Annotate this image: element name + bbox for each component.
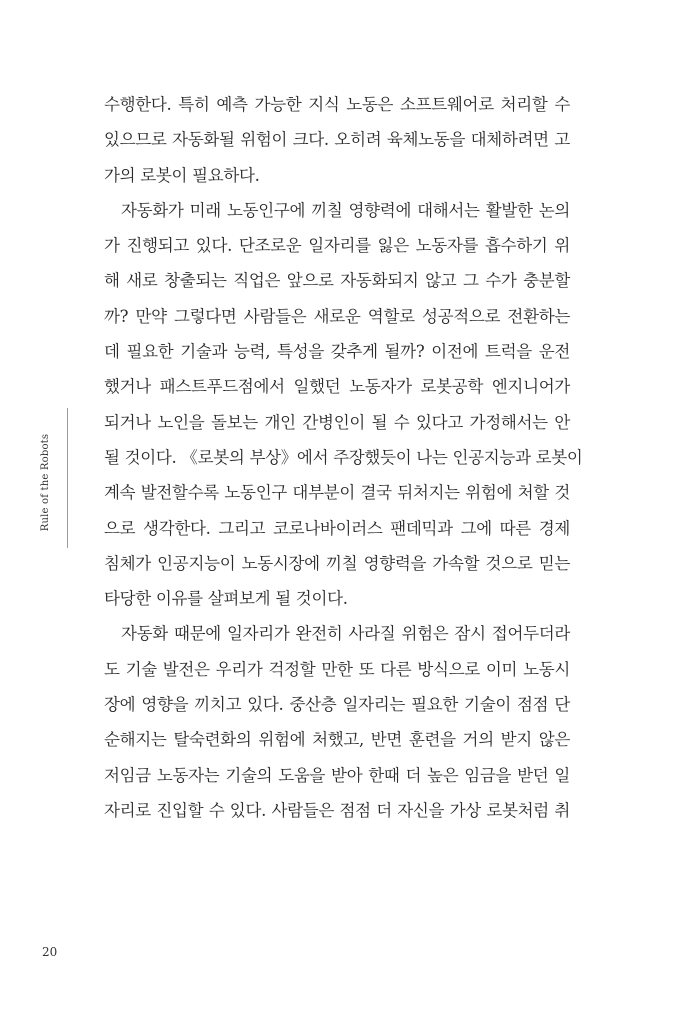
text-line: 장에 영향을 끼치고 있다. 중산층 일자리는 필요한 기술이 점점 단 — [104, 695, 570, 715]
text-line: 데 필요한 기술과 능력, 특성을 갖추게 될까? 이전에 트럭을 운전 — [104, 342, 570, 362]
text-line: 까? 만약 그렇다면 사람들은 새로운 역할로 성공적으로 전환하는 — [104, 306, 570, 326]
text-line: 가의 로봇이 필요하다. — [104, 165, 260, 185]
page-number: 20 — [42, 945, 58, 959]
text-line: 될 것이다. 《로봇의 부상》에서 주장했듯이 나는 인공지능과 로봇이 — [104, 447, 583, 467]
text-line: 가 진행되고 있다. 단조로운 일자리를 잃은 노동자를 흡수하기 위 — [104, 236, 570, 256]
text-line: 침체가 인공지능이 노동시장에 끼칠 영향력을 가속할 것으로 믿는 — [104, 553, 570, 573]
text-line: 해 새로 창출되는 직업은 앞으로 자동화되지 않고 그 수가 충분할 — [104, 271, 570, 291]
text-line: 되거나 노인을 돌보는 개인 간병인이 될 수 있다고 가정해서는 안 — [104, 412, 570, 432]
text-line: 자동화가 미래 노동인구에 끼칠 영향력에 대해서는 활발한 논의 — [121, 200, 570, 220]
text-line: 으로 생각한다. 그리고 코로나바이러스 팬데믹과 그에 따른 경제 — [104, 518, 570, 538]
text-line: 자리로 진입할 수 있다. 사람들은 점점 더 자신을 가상 로봇처럼 취 — [104, 800, 570, 820]
text-line: 도 기술 발전은 우리가 걱정할 만한 또 다른 방식으로 이미 노동시 — [104, 659, 570, 679]
text-line: 있으므로 자동화될 위험이 크다. 오히려 육체노동을 대체하려면 고 — [104, 130, 570, 150]
running-title-rule — [67, 408, 68, 548]
running-title-text: Rule of the Robots — [40, 433, 52, 531]
text-line: 자동화 때문에 일자리가 완전히 사라질 위험은 잠시 접어두더라 — [121, 624, 570, 644]
body-text — [104, 87, 583, 828]
text-line: 타당한 이유를 살펴보게 될 것이다. — [104, 589, 348, 609]
text-line: 저임금 노동자는 기술의 도움을 받아 한때 더 높은 임금을 받던 일 — [104, 765, 570, 785]
text-line: 계속 발전할수록 노동인구 대부분이 결국 뒤처지는 위험에 처할 것 — [104, 483, 570, 503]
running-title — [36, 422, 56, 542]
text-line: 순해지는 탈숙련화의 위험에 처했고, 반면 훈련을 거의 받지 않은 — [104, 730, 570, 750]
text-line: 했거나 패스트푸드점에서 일했던 노동자가 로봇공학 엔지니어가 — [104, 377, 570, 397]
text-line: 수행한다. 특히 예측 가능한 지식 노동은 소프트웨어로 처리할 수 — [104, 95, 570, 114]
